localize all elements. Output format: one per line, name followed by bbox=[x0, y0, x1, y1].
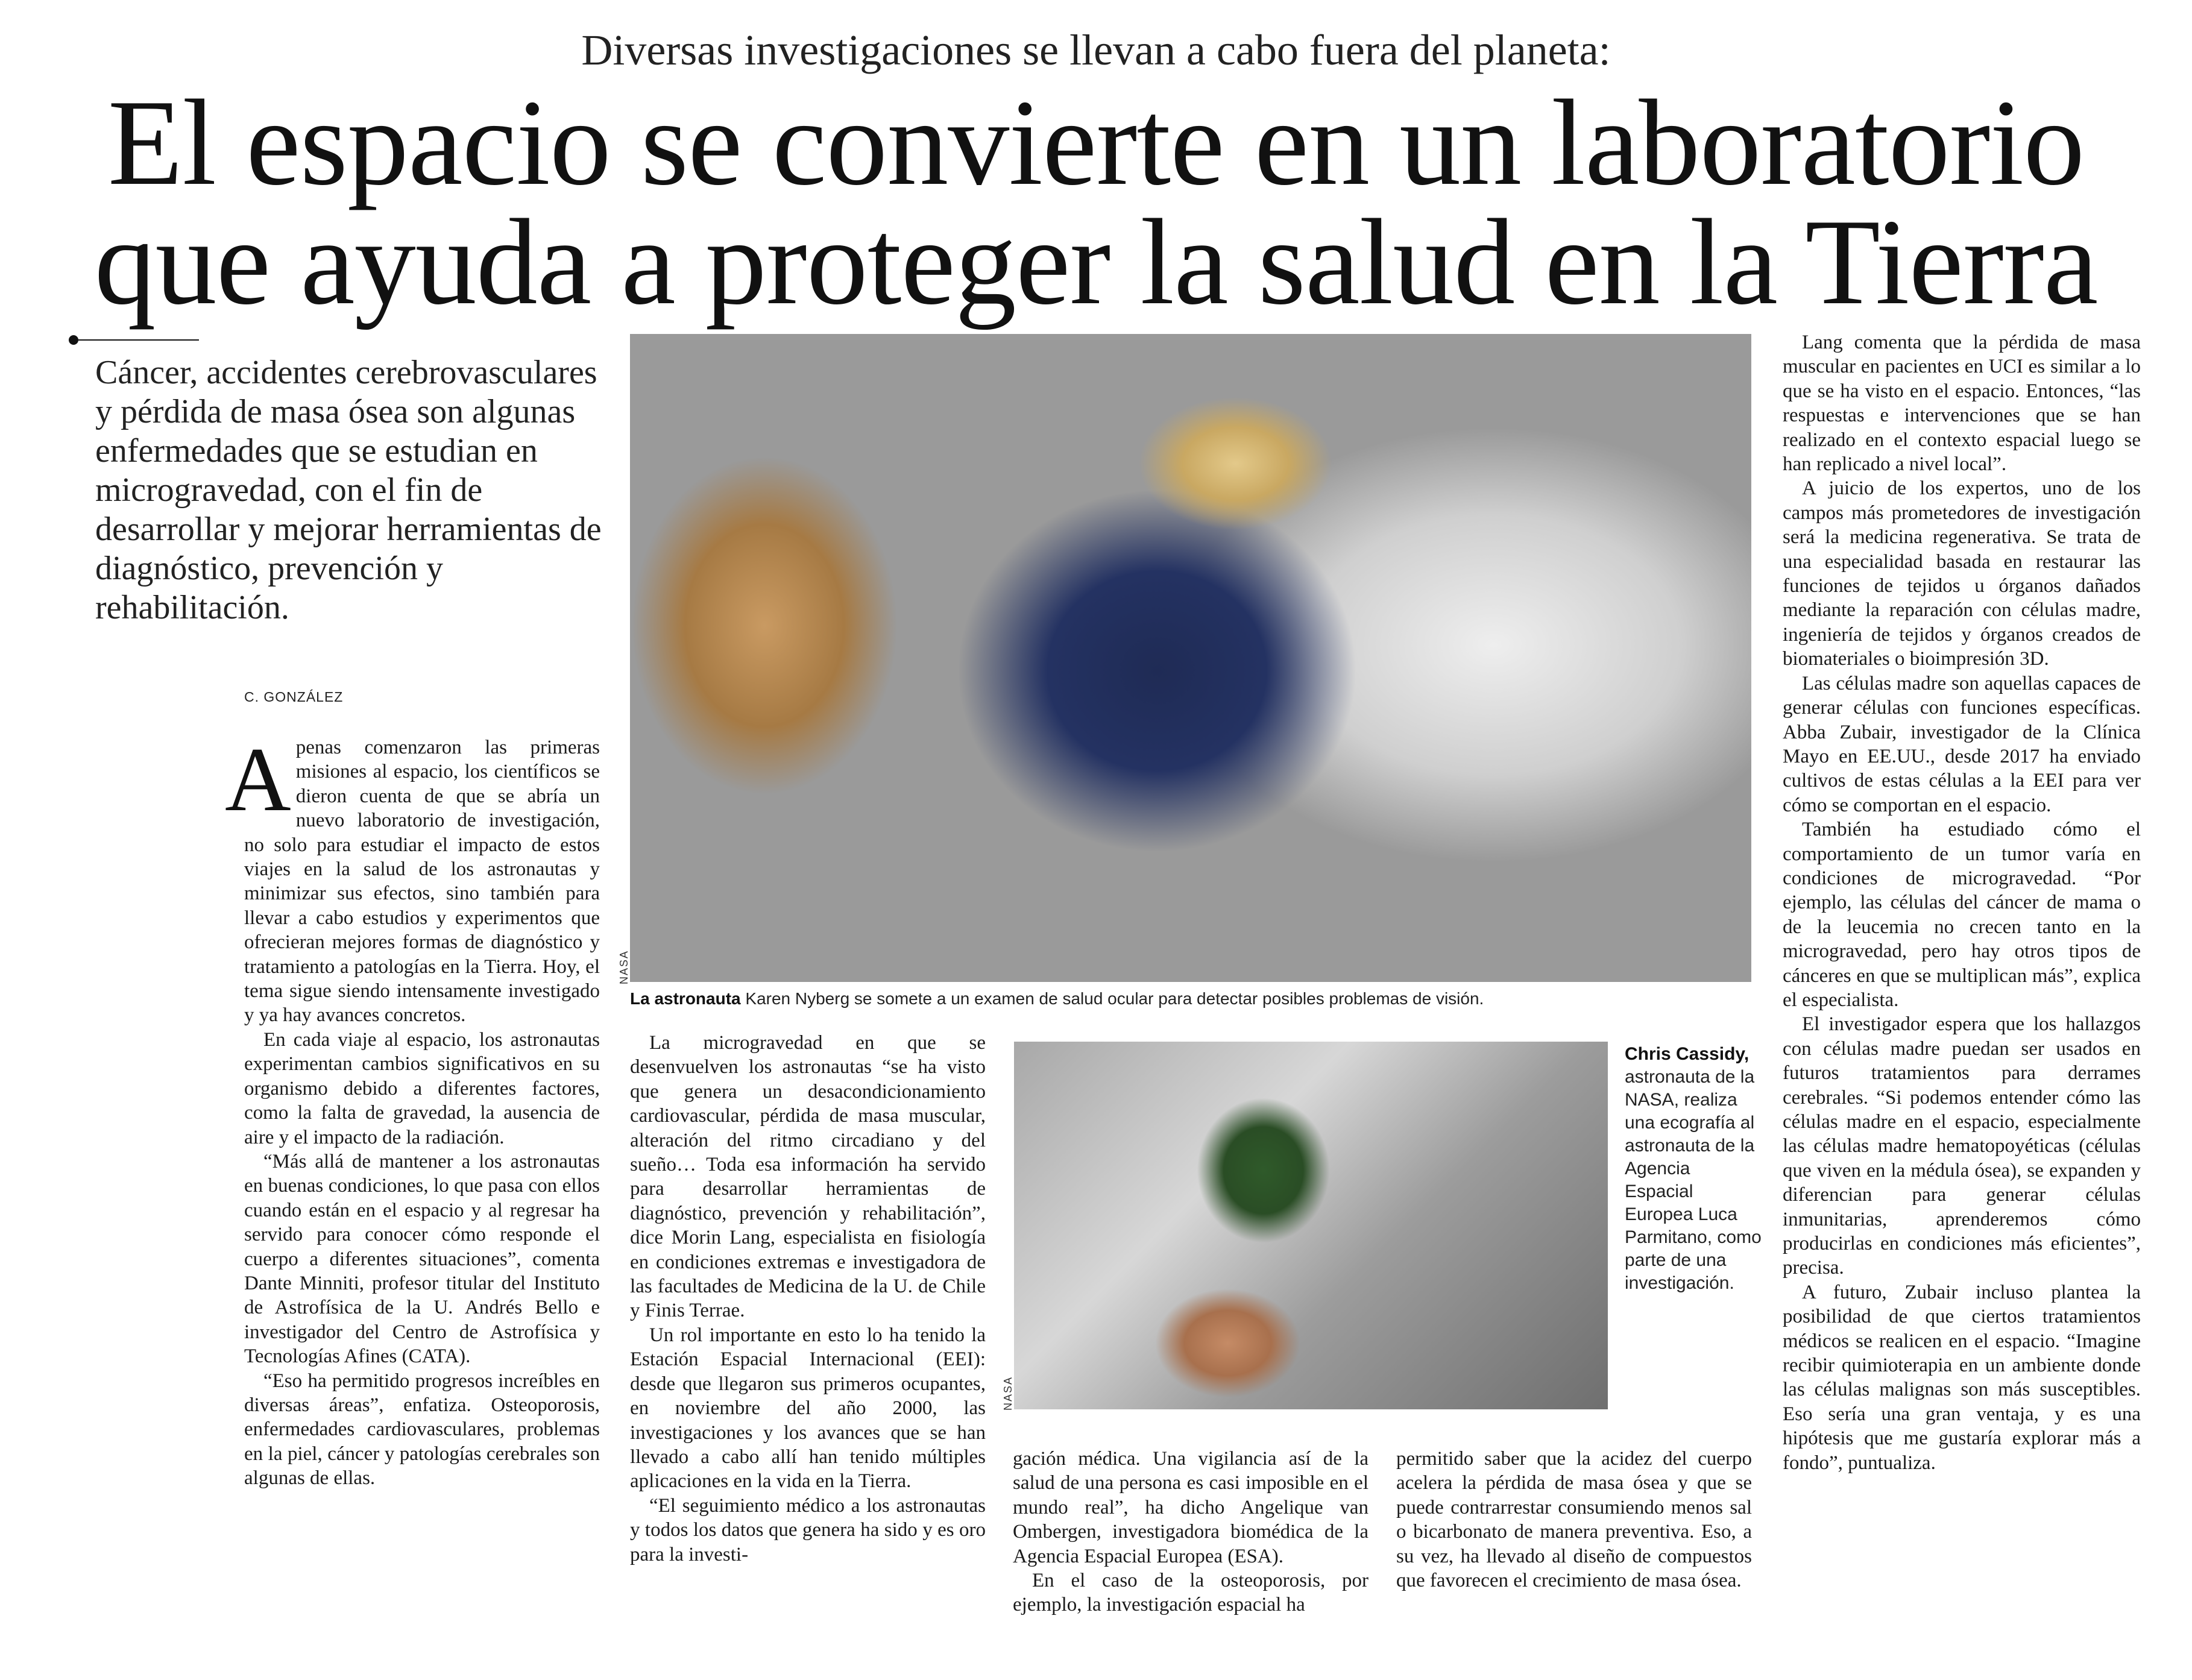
paragraph: “Eso ha permitido progresos increíbles en diversas áreas”, enfatiza. Osteoporosis, enfermedades cardiovasculares, problemas en la piel, cáncer y patologías cerebrales son algunas de ellas. bbox=[244, 1370, 600, 1490]
paragraph: Lang comenta que la pérdida de masa muscular en pacientes en UCI es similar a lo que se ha visto en el espacio. Entonces, “las respuestas e intervenciones que se han realizado en el contexto espacial luego se han replicado a nivel local”. bbox=[1783, 332, 2141, 476]
lede-rule bbox=[78, 339, 199, 341]
paragraph: También ha estudiado cómo el comportamiento de un tumor varía en condiciones de microgravedad. “Por ejemplo, las células del cáncer de mama o de la leucemia no crecen tanto en la microgravedad, pero hay otros tipos de cánceres en que se multiplican más”, explica el especialista. bbox=[1783, 819, 2141, 1011]
paragraph: “Más allá de mantener a los astronautas en buenas condiciones, lo que pasa con ellos cuando están en el espacio y al regresar ha servido para conocer cómo responde el cuerpo a diferentes situaciones”, comenta Dante Minniti, profesor titular del Instituto de Astrofísica de la U. Andrés Bello e investigador del Centro de Astrofísica y Tecnologías Afines (CATA). bbox=[244, 1150, 600, 1368]
article-column-3 bbox=[1013, 1447, 1368, 1617]
paragraph: penas comenzaron las primeras misiones al espacio, los científicos se dieron cuenta de que se abría un nuevo laboratorio de investigación, no solo para estudiar el impacto de estos viajes en la salud de los astronautas y minimizar sus efectos, sino también para llevar a cabo estudios y experimentos que ofrecieran mejores formas de diagnóstico y tratamiento a patologías en la Tierra. Hoy, el tema sigue siendo intensamente investigado y ya hay avances concretos. bbox=[244, 737, 600, 1027]
paragraph: En el caso de la osteoporosis, por ejemplo, la investigación espacial ha bbox=[1013, 1570, 1368, 1616]
article-column-2 bbox=[630, 1031, 986, 1567]
photo-credit: NASA bbox=[618, 949, 630, 984]
bullet-dot bbox=[69, 335, 78, 345]
article-column-5 bbox=[1783, 330, 2141, 1475]
caption-lead: La astronauta bbox=[630, 989, 741, 1008]
photo-caption-main bbox=[630, 989, 1763, 1009]
paragraph: Las células madre son aquellas capaces de generar células con funciones específicas. Abba Zubair, investigador de la Clínica Mayo en EE.UU., desde 2017 ha enviado cultivos de estas células a la EEI para ver cómo se comportan en el espacio. bbox=[1783, 672, 2141, 816]
paragraph: gación médica. Una vigilancia así de la salud de una persona es casi imposible en el mundo real”, ha dicho Angelique van Ombergen, investigadora biomédica de la Agencia Espacial Europea (ESA). bbox=[1013, 1448, 1368, 1567]
paragraph: A futuro, Zubair incluso plantea la posibilidad de que ciertos tratamientos médicos se realicen en el espacio. “Imagine recibir quimioterapia en un ambiente donde las células malignas son más susceptibles. Eso sería una gran ventaja, y es una hipótesis que me gustaría explorar más a fondo”, puntualiza. bbox=[1783, 1281, 2141, 1474]
caption-text: Karen Nyberg se somete a un examen de salud ocular para detectar posibles problemas de visión. bbox=[740, 989, 1484, 1008]
article-column-4 bbox=[1396, 1447, 1752, 1593]
paragraph: En cada viaje al espacio, los astronautas experimentan cambios significativos en su organismo debido a diferentes factores, como la falta de gravedad, la ausencia de aire y el impacto de la radiación. bbox=[244, 1028, 600, 1148]
paragraph: A juicio de los expertos, uno de los campos más prometedores de investigación será la medicina regenerativa. Se trata de una especialidad basada en restaurar las funciones de tejidos u órganos dañados mediante la reparación con células madre, ingeniería de tejidos y órganos creados de biomateriales o bioimpresión 3D. bbox=[1783, 477, 2141, 670]
paragraph: Un rol importante en esto lo ha tenido la Estación Espacial Internacional (EEI): desde que llegaron sus primeros ocupantes, en noviembre del año 2000, las investigaciones y los avances que se han llevado a cabo allí han tenido múltiples aplicaciones en la vida en la Tierra. bbox=[630, 1324, 986, 1493]
photo-caption-secondary bbox=[1625, 1043, 1763, 1295]
photo-ultrasound-exam bbox=[1014, 1042, 1608, 1409]
headline-line-1: El espacio se convierte en un laboratorio bbox=[107, 75, 2085, 211]
photo-astronaut-eye-exam bbox=[630, 334, 1751, 982]
kicker: Diversas investigaciones se llevan a cabo fuera del planeta: bbox=[581, 26, 1611, 74]
caption-text: astronauta de la NASA, realiza una ecografía al astronauta de la Agencia Espacial Europea Luca Parmitano, como parte de una investigación. bbox=[1625, 1067, 1762, 1293]
caption-lead: Chris Cassidy, bbox=[1625, 1044, 1750, 1064]
byline: C. GONZÁLEZ bbox=[244, 689, 344, 705]
headline-line-2: que ayuda a proteger la salud en la Tierra bbox=[94, 194, 2098, 330]
drop-cap: A bbox=[225, 729, 291, 830]
article-column-1 bbox=[225, 729, 600, 1491]
photo-credit: NASA bbox=[1002, 1376, 1014, 1411]
paragraph: El investigador espera que los hallazgos con células madre puedan ser usados en futuros tratamientos para derrames cerebrales. “Si podemos entender cómo las células madre en el espacio, especialmente las células madre hematopoyéticas (células que viven en la médula ósea), se expanden y diferencian para generar células inmunitarias, aprenderemos cómo producirlas en condiciones más eficientes”, precisa. bbox=[1783, 1013, 2141, 1279]
paragraph: “El seguimiento médico a los astronautas y todos los datos que genera ha sido y es oro para la investi- bbox=[630, 1494, 986, 1565]
paragraph: La microgravedad en que se desenvuelven los astronautas “se ha visto que genera un desacondicionamiento cardiovascular, pérdida de masa muscular, alteración del ritmo circadiano y del sueño… Toda esa información ha servido para desarrollar herramientas de diagnóstico, prevención y rehabilitación”, dice Morin Lang, especialista en fisiología en condiciones extremas e investigadora de las facultades de Medicina de la U. de Chile y Finis Terrae. bbox=[630, 1032, 986, 1322]
lede: Cáncer, accidentes cerebrovasculares y pérdida de masa ósea son algunas enfermedades que se estudian en microgravedad, con el fin de desarrollar y mejorar herramientas de diagnóstico, prevención y rehabilitación. bbox=[95, 354, 602, 626]
paragraph: permitido saber que la acidez del cuerpo acelera la pérdida de masa ósea y que se puede contrarrestar consumiendo menos sal o bicarbonato de manera preventiva. Eso, a su vez, ha llevado al diseño de compuestos que favorecen el crecimiento de masa ósea. bbox=[1396, 1448, 1752, 1592]
